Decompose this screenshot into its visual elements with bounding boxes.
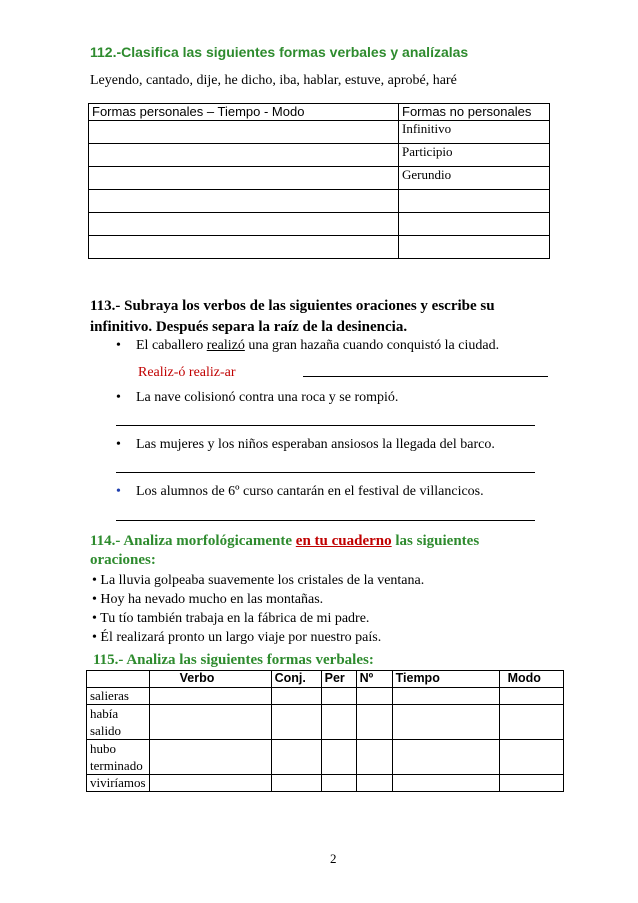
table-row <box>89 190 550 213</box>
sentence-text: una gran hazaña cuando conquistó la ciudad. <box>244 338 500 353</box>
table-cell[interactable] <box>321 688 356 705</box>
section-115-title: 115.- Analiza las siguientes formas verbales: <box>93 652 374 668</box>
example-answer: Realiz-ó realiz-ar <box>138 365 236 380</box>
cell-gerundio: Gerundio <box>399 167 550 190</box>
list-item <box>92 609 424 628</box>
table-cell[interactable] <box>149 775 271 792</box>
table-cell[interactable] <box>399 236 550 259</box>
table-row <box>89 104 550 121</box>
section-113-title-line2: infinitivo. Después separa la raíz de la desinencia. <box>90 319 408 335</box>
list-item <box>116 484 484 500</box>
table-cell[interactable] <box>89 190 399 213</box>
bullet-icon: • <box>92 630 101 645</box>
sentence-text: Tu tío también trabaja en la fábrica de mi padre. <box>100 611 370 626</box>
bullet-icon: • <box>116 390 121 405</box>
sentence-text: Él realizará pronto un largo viaje por nuestro país. <box>100 630 382 645</box>
header-personal-forms: Formas personales – Tiempo - Modo <box>89 104 399 121</box>
table-row <box>89 213 550 236</box>
sentence-text: Hoy ha nevado mucho en las montañas. <box>100 592 324 607</box>
header-num: Nº <box>356 671 392 688</box>
table-cell[interactable] <box>499 740 563 775</box>
answer-line[interactable] <box>116 425 535 426</box>
sentence-text: Las mujeres y los niños esperaban ansiosos la llegada del barco. <box>136 437 495 452</box>
table-row <box>87 740 564 775</box>
table-cell[interactable] <box>271 740 321 775</box>
header-blank <box>87 671 150 688</box>
section-114-title-line2: oraciones: <box>90 552 156 568</box>
cell-infinitivo: Infinitivo <box>399 121 550 144</box>
table-row <box>87 775 564 792</box>
bullet-icon: • <box>92 573 101 588</box>
verb-form-cell: viviríamos <box>87 775 150 792</box>
table-cell[interactable] <box>89 236 399 259</box>
bullet-icon: • <box>116 338 121 353</box>
sentence-list <box>92 571 424 647</box>
table-cell[interactable] <box>499 688 563 705</box>
list-item <box>92 571 424 590</box>
bullet-icon: • <box>116 437 121 452</box>
section-114-highlight: en tu cuaderno <box>295 533 392 549</box>
sentence-text: El caballero <box>136 338 207 353</box>
sentence-text: La lluvia golpeaba suavemente los cristales de la ventana. <box>100 573 425 588</box>
verb-form-line: hubo <box>90 741 116 756</box>
table-row <box>89 121 550 144</box>
header-tiempo: Tiempo <box>392 671 499 688</box>
table-cell[interactable] <box>271 688 321 705</box>
section-114-title-part1: 114.- Analiza morfológicamente <box>90 533 296 549</box>
table-cell[interactable] <box>399 213 550 236</box>
section-114-title <box>90 532 479 570</box>
list-item <box>92 628 424 647</box>
table-row <box>87 705 564 740</box>
section-114-title-part2: las siguientes <box>391 533 480 549</box>
verb-form-line: había <box>90 706 119 721</box>
table-cell[interactable] <box>271 775 321 792</box>
table-row <box>87 671 564 688</box>
table-row <box>89 236 550 259</box>
bullet-icon: • <box>116 484 121 499</box>
answer-line[interactable] <box>303 376 548 377</box>
list-item <box>116 338 499 354</box>
table-cell[interactable] <box>499 775 563 792</box>
table-cell[interactable] <box>271 705 321 740</box>
table-cell[interactable] <box>149 740 271 775</box>
header-modo: Modo <box>499 671 563 688</box>
table-cell[interactable] <box>149 688 271 705</box>
table-cell[interactable] <box>356 775 392 792</box>
table-cell[interactable] <box>321 740 356 775</box>
sentence-text: Los alumnos de 6º curso cantarán en el festival de villancicos. <box>136 484 484 499</box>
answer-line[interactable] <box>116 472 535 473</box>
cell-participio: Participio <box>399 144 550 167</box>
verb-form-line: salido <box>90 723 122 738</box>
table-cell[interactable] <box>321 705 356 740</box>
table-cell[interactable] <box>392 775 499 792</box>
table-cell[interactable] <box>392 740 499 775</box>
section-113-title <box>90 296 495 338</box>
header-verbo: Verbo <box>149 671 271 688</box>
list-item <box>92 590 424 609</box>
table-cell[interactable] <box>392 705 499 740</box>
header-conj: Conj. <box>271 671 321 688</box>
list-item <box>116 390 398 406</box>
table-cell[interactable] <box>89 213 399 236</box>
verb-form-line: terminado <box>90 758 143 773</box>
verb-form-cell <box>87 705 150 740</box>
table-cell[interactable] <box>356 705 392 740</box>
table-cell[interactable] <box>356 740 392 775</box>
table-cell[interactable] <box>321 775 356 792</box>
list-item <box>116 437 495 453</box>
sentence-text: La nave colisionó contra una roca y se rompió. <box>136 390 399 405</box>
answer-line[interactable] <box>116 520 535 521</box>
table-row <box>89 144 550 167</box>
underlined-verb: realizó <box>206 338 245 353</box>
table-cell[interactable] <box>89 144 399 167</box>
table-cell[interactable] <box>149 705 271 740</box>
section-113-title-line1: 113.- Subraya los verbos de las siguientes oraciones y escribe su <box>90 298 495 314</box>
header-nonpersonal-forms: Formas no personales <box>399 104 550 121</box>
table-row <box>87 688 564 705</box>
table-cell[interactable] <box>399 190 550 213</box>
table-cell[interactable] <box>89 167 399 190</box>
table-cell[interactable] <box>89 121 399 144</box>
verb-form-cell <box>87 740 150 775</box>
bullet-icon: • <box>92 611 101 626</box>
table-row <box>89 167 550 190</box>
bullet-icon: • <box>92 592 101 607</box>
table-cell[interactable] <box>499 705 563 740</box>
table-cell[interactable] <box>392 688 499 705</box>
section-112-title: 112.-Clasifica las siguientes formas verbales y analízalas <box>90 44 469 60</box>
header-per: Per <box>321 671 356 688</box>
section-112-words: Leyendo, cantado, dije, he dicho, iba, hablar, estuve, aprobé, haré <box>90 73 457 88</box>
verb-form-cell: salieras <box>87 688 150 705</box>
verb-analysis-table <box>86 670 564 792</box>
page-number: 2 <box>330 851 337 866</box>
classification-table <box>88 103 550 259</box>
table-cell[interactable] <box>356 688 392 705</box>
